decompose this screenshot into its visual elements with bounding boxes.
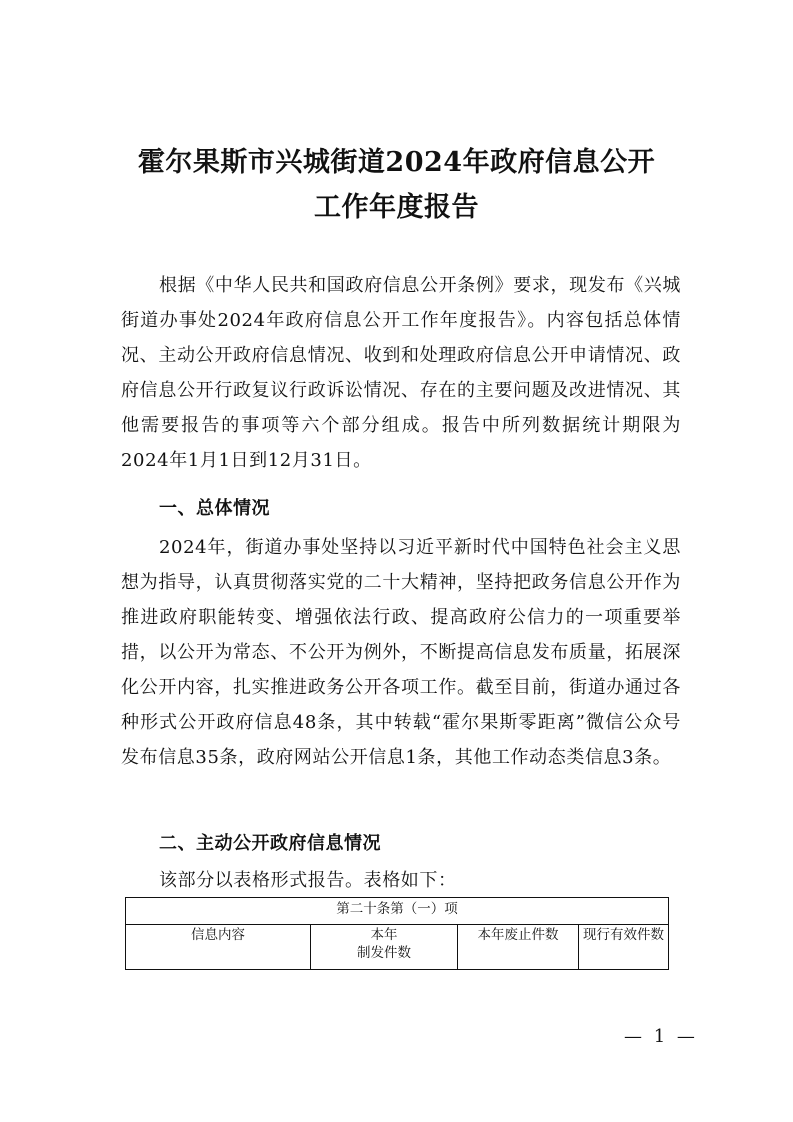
table-header-abolished-count: 本年废止件数 [458, 925, 579, 970]
table-header-valid-count: 现行有效件数 [579, 925, 669, 970]
page-number: — 1 — [624, 1026, 698, 1047]
section-1-heading: 一、总体情况 [159, 498, 270, 519]
table-header-issued-count: 本年 制发件数 [311, 925, 458, 970]
section-1-paragraph: 2024年，街道办事处坚持以习近平新时代中国特色社会主义思想为指导，认真贯彻落实党的二十大精神，坚持把政务信息公开作为推进政府职能转变、增强依法行政、提高政府公信力的一项重要举措，以公开为常态、不公开为例外，不断提高信息发布质量，拓展深化公开内容，扎实推进政务公开各项工作。截至目前，街道办通过各种形式公开政府信息48条，其中转载“霍尔果斯零距离”微信公众号发布信息35条，政府网站公开信息1条，其他工作动态类信息3条。 [121, 537, 681, 768]
intro-paragraph: 根据《中华人民共和国政府信息公开条例》要求，现发布《兴城街道办事处2024年政府信息公开工作年度报告》。内容包括总体情况、主动公开政府信息情况、收到和处理政府信息公开申请情况、政府信息公开行政复议行政诉讼情况、存在的主要问题及改进情况、其他需要报告的事项等六个部分组成。报告中所列数据统计期限为2024年1月1日到12月31日。 [121, 275, 681, 471]
section-2-heading: 二、主动公开政府信息情况 [159, 833, 381, 854]
document-title-line-1: 霍尔果斯市兴城街道2024年政府信息公开 [137, 147, 656, 178]
document-title-line-2: 工作年度报告 [314, 192, 479, 223]
info-table [125, 897, 669, 970]
table-header-info-content: 信息内容 [126, 925, 311, 970]
section-2-paragraph: 该部分以表格形式报告。表格如下： [159, 870, 457, 891]
table-caption: 第二十条第（一）项 [126, 898, 669, 925]
